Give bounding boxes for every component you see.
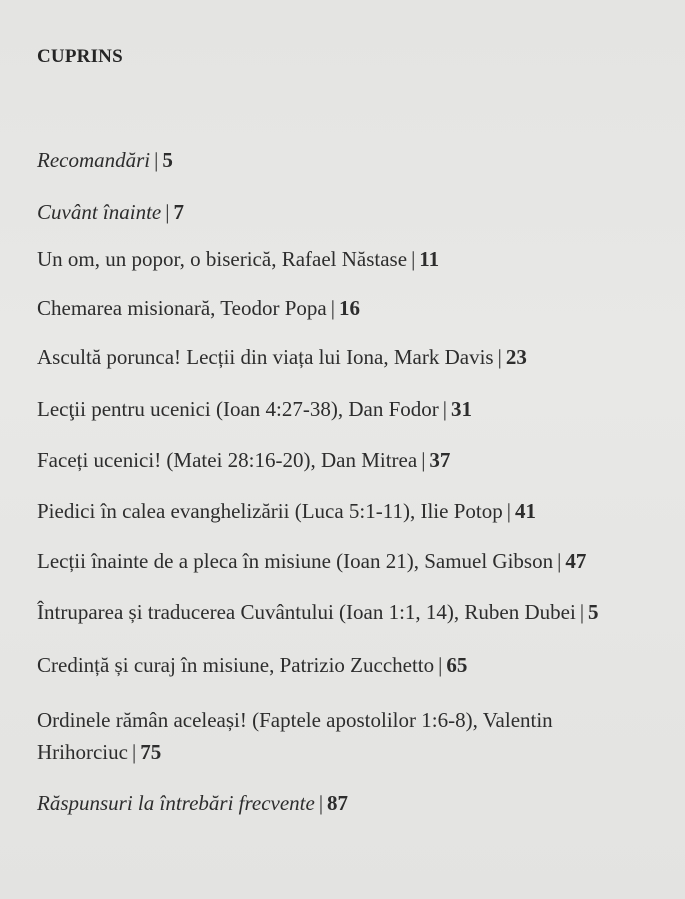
toc-page-number: 41: [514, 499, 536, 523]
toc-entry-title: Credință și curaj în misiune, Patrizio Zucchetto: [37, 653, 435, 677]
toc-entry-title: Recomandări: [37, 148, 151, 172]
toc-page-number: 75: [140, 740, 162, 764]
toc-entry: [37, 146, 173, 174]
toc-page-number: 23: [505, 345, 527, 369]
toc-entry: [37, 598, 599, 626]
toc-entry-title: Un om, un popor, o biserică, Rafael Năstase: [37, 247, 408, 271]
toc-entry: [37, 245, 439, 273]
toc-page-number: 5: [162, 148, 173, 172]
toc-page-number: 31: [451, 397, 473, 421]
toc-separator: |: [154, 148, 159, 172]
toc-separator: |: [421, 448, 426, 472]
toc-separator: |: [506, 499, 511, 523]
toc-page-number: 16: [338, 296, 360, 320]
toc-entry-title: Întruparea și traducerea Cuvântului (Ioan 1:1, 14), Ruben Dubei: [37, 600, 576, 624]
toc-entry: [37, 704, 553, 768]
toc-entry-title: Răspunsuri la întrebări frecvente: [37, 791, 315, 815]
toc-separator: |: [442, 397, 448, 421]
toc-page-number: 5: [588, 600, 599, 624]
toc-entry: [37, 789, 348, 817]
toc-entry-title: Piedici în calea evanghelizării (Luca 5:1-11), Ilie Potop: [37, 499, 503, 523]
toc-entry: [37, 343, 527, 371]
toc-entry: [37, 497, 536, 525]
toc-page-number: 87: [327, 791, 349, 815]
toc-page-number: 11: [419, 247, 440, 271]
toc-entry-title: Ordinele rămân aceleași! (Faptele apostolilor 1:6-8), Valentin: [37, 708, 553, 732]
toc-entry: [37, 446, 450, 474]
toc-entry: [37, 395, 472, 423]
toc-entry-title: Lecţii pentru ucenici (Ioan 4:27-38), Dan Fodor: [37, 397, 439, 421]
toc-separator: |: [131, 740, 137, 764]
toc-entry: [37, 547, 586, 575]
toc-separator: |: [497, 345, 502, 369]
toc-entry-title: Lecții înainte de a pleca în misiune (Ioan 21), Samuel Gibson: [37, 549, 554, 573]
toc-page-number: 7: [173, 200, 184, 224]
toc-separator: |: [411, 247, 416, 271]
toc-entry-title-continued: Hrihorciuc: [37, 740, 128, 764]
toc-page-number: 47: [565, 549, 587, 573]
toc-entry-title: Faceți ucenici! (Matei 28:16-20), Dan Mitrea: [37, 448, 418, 472]
toc-separator: |: [165, 200, 170, 224]
toc-entry-title: Chemarea misionară, Teodor Popa: [37, 296, 327, 320]
toc-separator: |: [557, 549, 562, 573]
toc-page-number: 65: [446, 653, 468, 677]
toc-entry-title: Cuvânt înainte: [37, 200, 162, 224]
toc-separator: |: [579, 600, 585, 624]
toc-entry: [37, 294, 360, 322]
toc-entry-title: Ascultă porunca! Lecții din viața lui Iona, Mark Davis: [37, 345, 494, 369]
toc-separator: |: [330, 296, 335, 320]
toc-entry: [37, 651, 467, 679]
toc-page-number: 37: [429, 448, 451, 472]
toc-separator: |: [438, 653, 443, 677]
toc-separator: |: [318, 791, 324, 815]
page-title: CUPRINS: [37, 46, 123, 67]
toc-entry: [37, 198, 184, 226]
